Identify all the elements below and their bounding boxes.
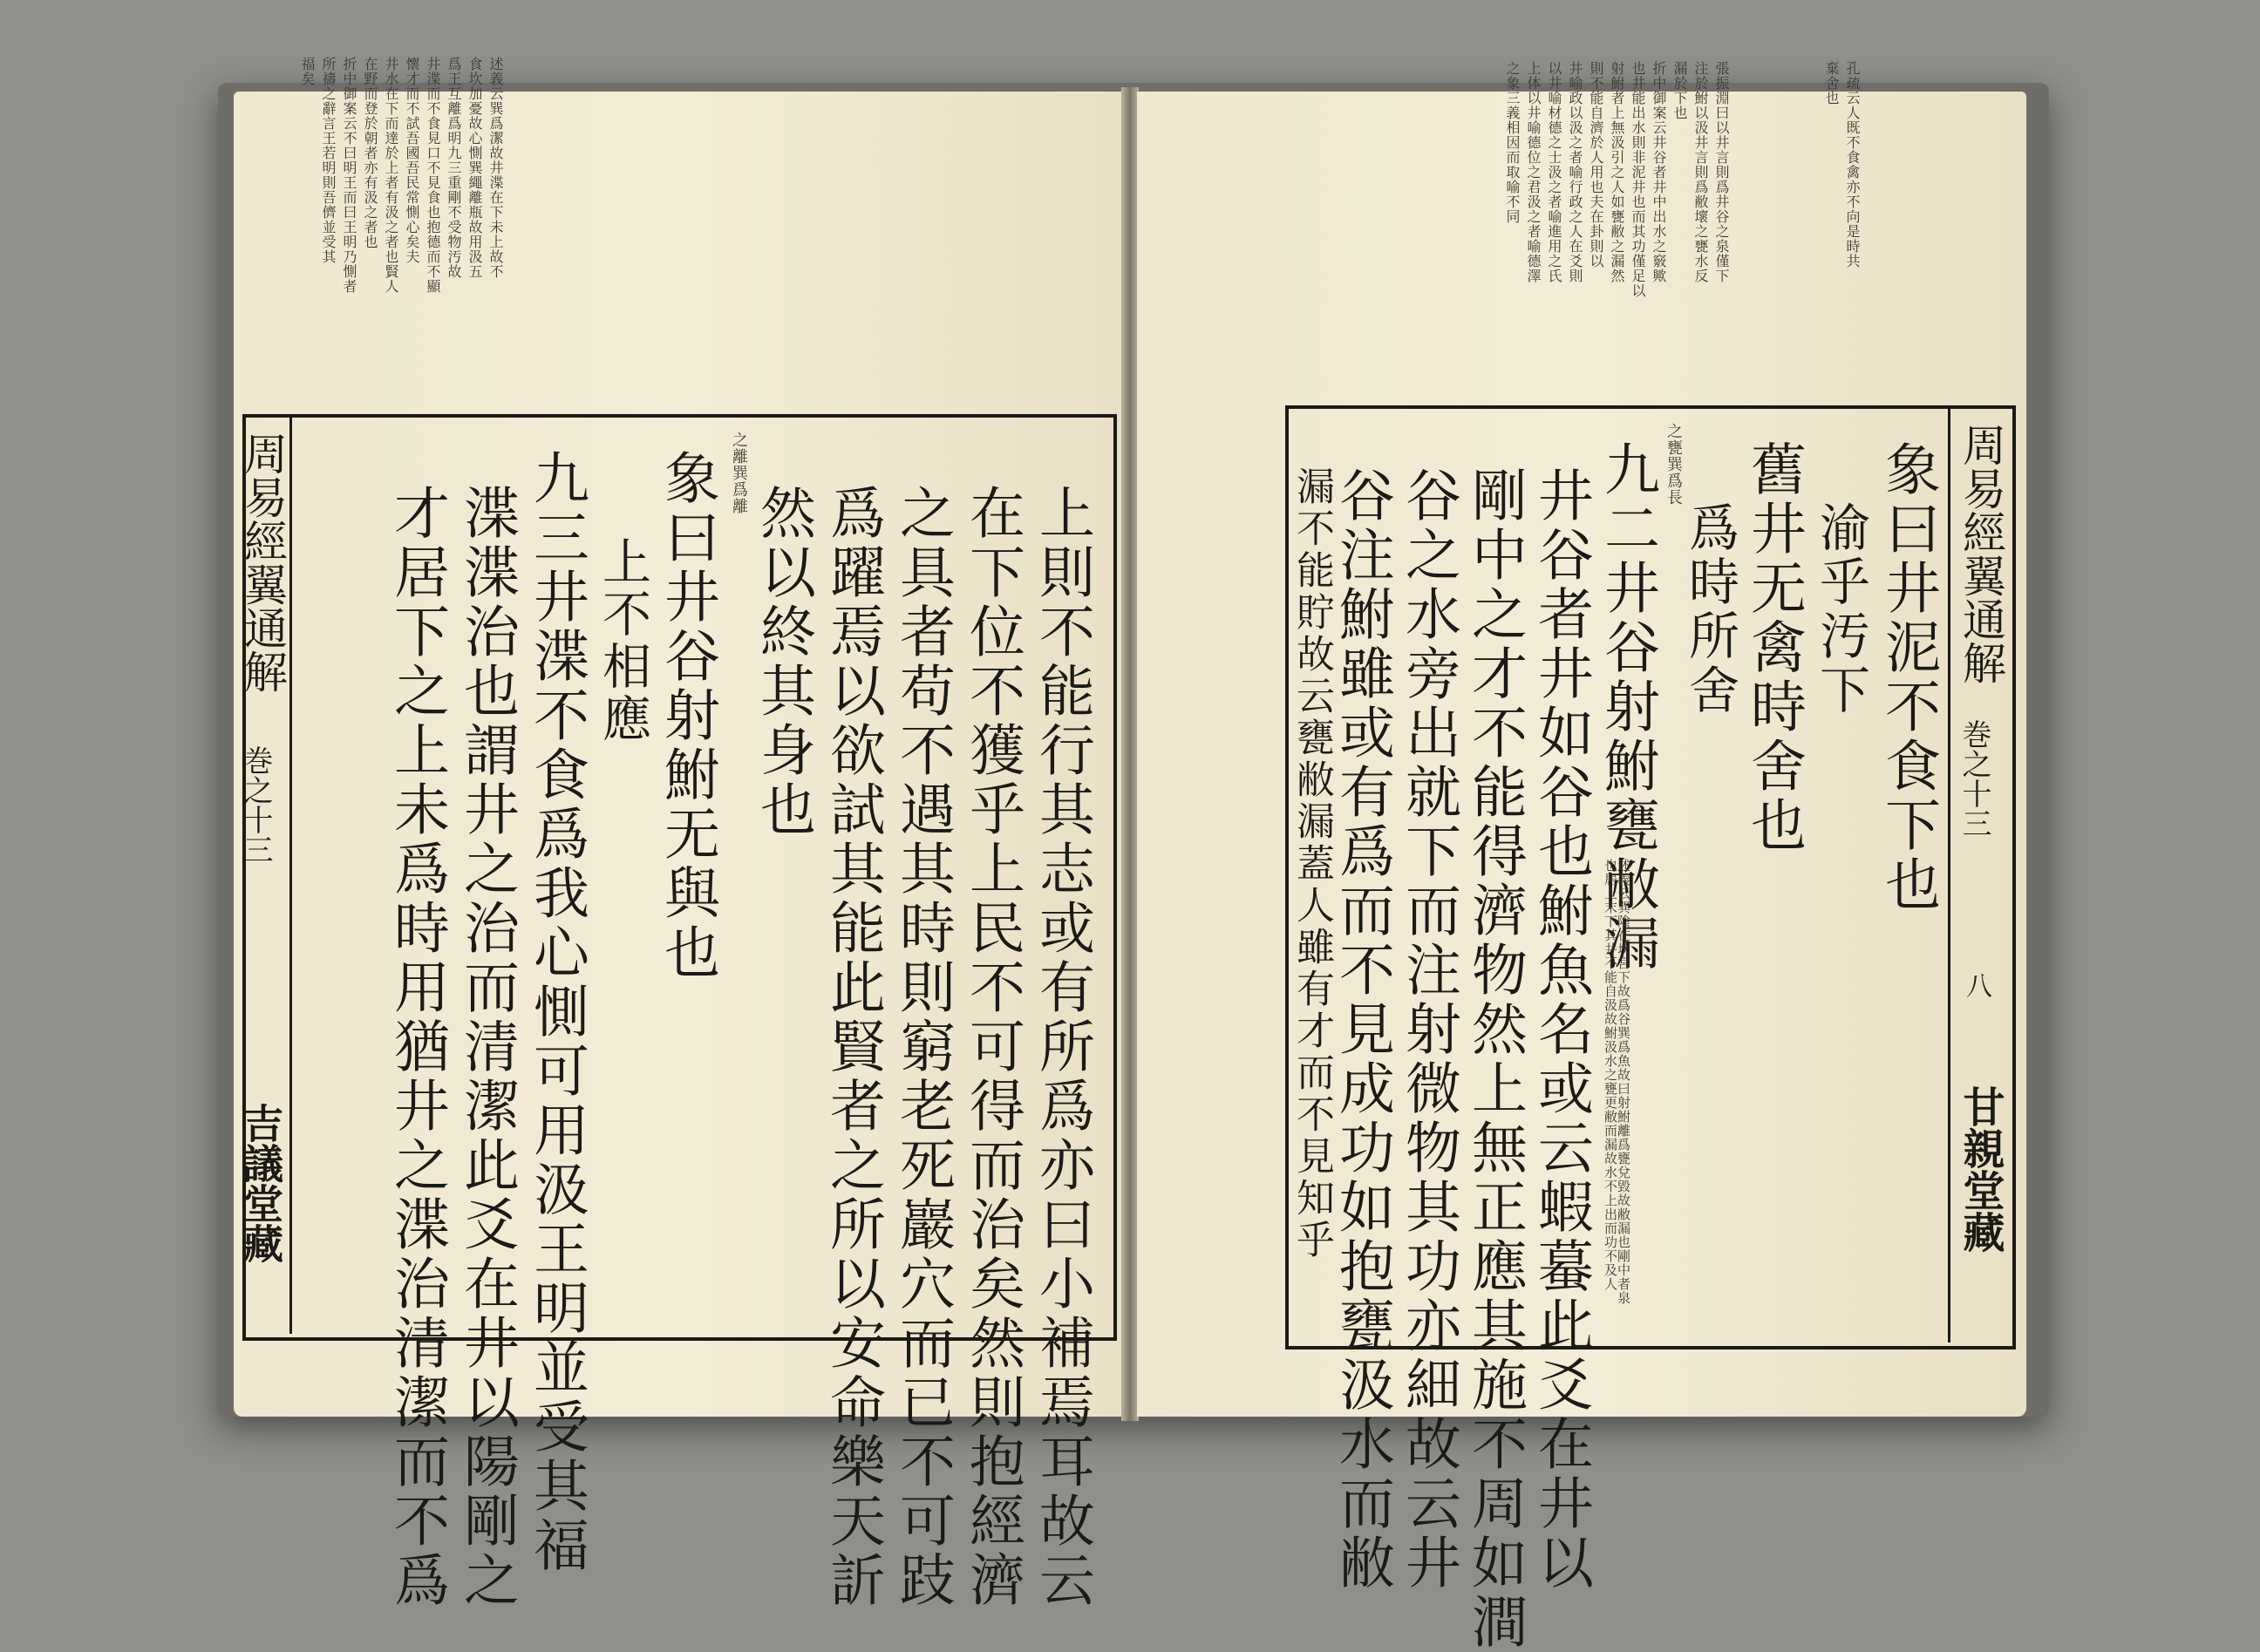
small-note: 之甕巽爲長: [1664, 423, 1683, 506]
banner-volume: 巻之十三: [238, 745, 273, 864]
text-column: 才居下之上未爲時用猶井之渫治清潔而不爲: [385, 484, 449, 1610]
left-headnote: 爲王互離爲明九三重剛不受物汚故: [446, 57, 462, 279]
right-headnote: 漏於下也: [1671, 61, 1688, 120]
left-headnote: 井水在下而達於上者有汲之者也賢人: [383, 57, 399, 294]
right-headnote: 之象三義相因而取喻不同: [1504, 61, 1521, 224]
small-note-commentary: 述義云巽陰在坎宮下故爲谷巽爲魚故曰射鮒離爲甕兌毀故敝漏也剛中者泉也居上末下其井不能自汲故鮒汲水之甕更敝而漏故水不上出而功不及人: [1603, 859, 1631, 1305]
small-note: 之離巽爲離: [730, 432, 748, 514]
right-headnote: 注於鮒以汲井言則爲敝壞之甕水反: [1692, 61, 1709, 283]
text-column: 渫渫治也謂井之治而清潔此爻在井以陽剛之: [454, 484, 519, 1610]
right-banner: [1948, 405, 2012, 1343]
right-headnote: 井喻政以汲之者喻行政之人在爻則: [1567, 61, 1583, 283]
text-column: 九二井谷射鮒甕敝漏: [1595, 440, 1659, 974]
right-page: [1137, 61, 2026, 1652]
text-column: 渝乎汚下: [1811, 501, 1870, 717]
text-column: 爲時所舍: [1680, 501, 1739, 717]
left-banner: [234, 414, 292, 1334]
text-column: 在下位不獲乎上民不可得而治矣然則抱經濟: [960, 484, 1024, 1610]
right-headnote: 以井喻材德之士汲之者喻進用之氏: [1546, 61, 1562, 283]
right-headnote: 孔疏云人既不食禽亦不向是時共: [1844, 61, 1861, 269]
banner-leaf-number: 八: [1961, 972, 1991, 998]
banner-publisher: 吉議堂藏: [237, 1103, 284, 1263]
right-headnote: 棄舍也: [1823, 61, 1840, 105]
left-headnote: 折中御案云不曰明王而曰王明乃惻者: [341, 57, 357, 294]
banner-title: 周易經翼通解: [1956, 423, 2006, 684]
right-headnote: 射鮒者上無汲引之人如甕敝之漏然: [1609, 61, 1625, 283]
text-column: 剛中之才不能得濟物然上無正應其施不周如澗: [1462, 466, 1527, 1652]
right-headnote: 也井能出水則非泥井也而其功僅足以: [1630, 61, 1646, 298]
left-headnote: 井渫而不食見口不見食也抱德而不顯: [425, 57, 441, 294]
right-headnote: 則不能自濟於人用也夫在卦則以: [1588, 61, 1604, 269]
text-column: 上不相應: [595, 536, 651, 745]
text-column: 爲躍焉以欲試其能此賢者之所以安命樂天訢: [820, 484, 885, 1610]
text-column: 象曰井谷射鮒无與也: [655, 449, 719, 982]
book-gutter: [1121, 87, 1139, 1421]
right-headnote: 張振淵曰以井言則爲井谷之泉僅下: [1713, 61, 1730, 283]
banner-title: 周易經翼通解: [237, 432, 288, 693]
text-column: 谷之水旁出就下而注射微物其功亦細故云井: [1396, 466, 1460, 1593]
banner-volume: 巻之十三: [1957, 719, 1991, 838]
left-headnote: 懷才而不試吾國吾民常惻心矣夫: [404, 57, 420, 264]
text-column: 象曰井泥不食下也: [1875, 440, 1940, 914]
text-column: 然以終其身也: [751, 484, 815, 840]
left-headnote: 食坎加憂故心惻巽繩離瓶故用汲五: [466, 57, 483, 279]
right-headnote: 折中御案云井谷者井中出水之竅歟: [1651, 61, 1667, 283]
left-page: [234, 57, 1123, 1610]
banner-publisher: 甘親堂藏: [1956, 1085, 2005, 1253]
text-column: 井谷者井如谷也鮒魚名或云蝦蟇此爻在井以: [1528, 466, 1593, 1593]
left-headnote: 所禱之辭言王若明則吾儕並受其: [320, 57, 337, 264]
text-column: 漏不能貯故云甕敝漏蓋人雖有才而不見知乎: [1290, 466, 1334, 1261]
text-column: 上則不能行其志或有所爲亦曰小補焉耳故云: [1030, 484, 1094, 1610]
text-column: 舊井无禽時舍也: [1741, 440, 1806, 855]
text-column: 九三井渫不食爲我心惻可用汲王明並受其福: [524, 449, 589, 1575]
left-headnote: 在野而登於朝者亦有汲之者也: [362, 57, 378, 249]
right-headnote: 上体以井喻德位之君汲之者喻德澤: [1525, 61, 1542, 283]
left-headnote: 福矣: [299, 57, 316, 86]
text-column: 谷注鮒雖或有爲而不見成功如抱甕汲水而敝: [1330, 466, 1394, 1593]
text-column: 之具者苟不遇其時則窮老死巖穴而已不可跂: [890, 484, 955, 1610]
left-headnote: 述義云巽爲潔故井渫在下未上故不: [487, 57, 504, 279]
